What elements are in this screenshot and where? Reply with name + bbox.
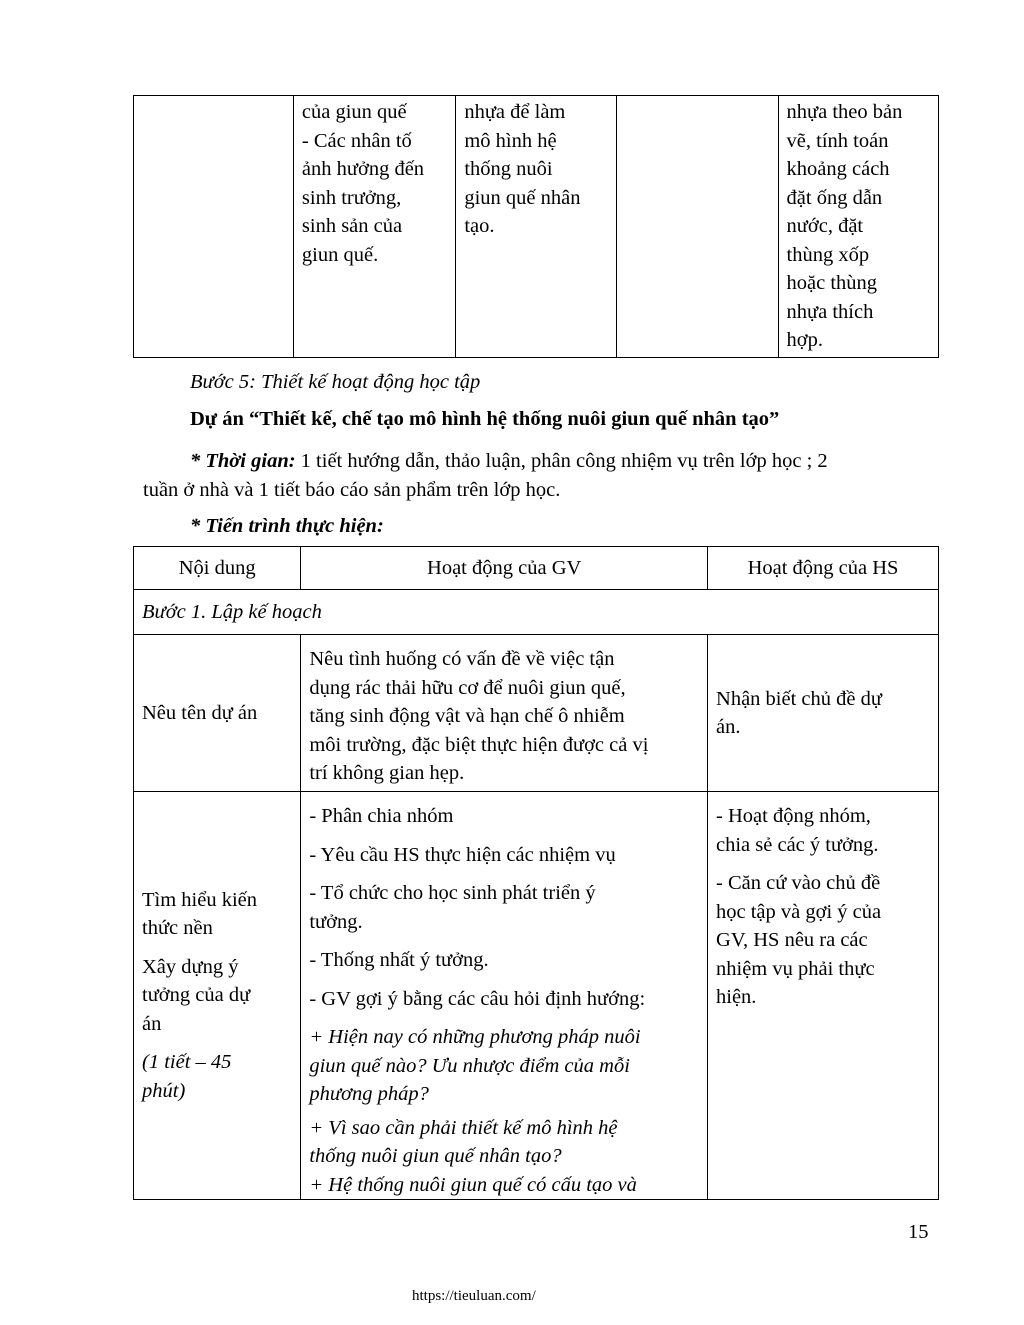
row1-content-text: Nêu tên dự án <box>142 701 258 724</box>
text-line: ảnh hưởng đến <box>301 158 425 180</box>
text-line: hoặc thùng <box>786 272 878 294</box>
top-table-col1 <box>134 96 294 358</box>
text-line: - Hoạt động nhóm, <box>716 805 871 827</box>
project-title: Dự án “Thiết kế, chế tạo mô hình hệ thống nuôi giun quế nhân tạo” <box>190 408 780 430</box>
time-paragraph-cont: tuần ở nhà và 1 tiết báo cáo sản phẩm trên lớp học. <box>143 479 561 501</box>
text-line: khoảng cách <box>786 158 890 180</box>
text-line: thống nuôi <box>464 158 553 180</box>
text-line: hợp. <box>786 329 823 351</box>
text-line: - Thống nhất ý tưởng. <box>309 949 489 971</box>
text-line: học tập và gợi ý của <box>716 900 882 923</box>
header-gv: Hoạt động của GV <box>301 547 708 590</box>
text-line: phút) <box>142 1079 186 1102</box>
row1-hs <box>708 635 939 792</box>
text-line: trí không gian hẹp. <box>309 762 465 784</box>
text-line: của giun quế <box>301 101 407 123</box>
row2-gv <box>301 792 708 1200</box>
text-line: phương pháp? <box>309 1083 429 1105</box>
row2-hs <box>708 792 939 1200</box>
text-line: mô hình hệ <box>464 129 557 152</box>
text-line: sinh sản của <box>301 215 403 237</box>
text-line: nhựa thích <box>786 300 874 323</box>
text-line: Nêu tình huống có vấn đề về việc tận <box>309 648 615 670</box>
text-line: GV, HS nêu ra các <box>716 929 868 951</box>
text-line: - Phân chia nhóm <box>309 805 454 827</box>
step1-cell <box>134 590 939 635</box>
main-table <box>133 546 939 1200</box>
time-text: 1 tiết hướng dẫn, thảo luận, phân công nhiệm vụ trên lớp học ; 2 <box>295 450 828 472</box>
process-label: * Tiến trình thực hiện: <box>190 515 384 537</box>
text-line: giun quế nhân <box>464 186 581 209</box>
text-line: nhựa để làm <box>464 101 566 123</box>
row2-content <box>134 792 301 1200</box>
text-line: nhựa theo bản <box>786 101 903 123</box>
text-line: + Hiện nay có những phương pháp nuôi <box>309 1026 641 1048</box>
text-line: + Vì sao cần phải thiết kế mô hình hệ <box>309 1116 618 1139</box>
text-line: dụng rác thải hữu cơ để nuôi giun quế, <box>309 676 626 699</box>
text-line: nhiệm vụ phải thực <box>716 957 875 980</box>
step5-heading: Bước 5: Thiết kế hoạt động học tập <box>190 371 481 393</box>
text-line: nước, đặt <box>786 215 864 237</box>
page-number: 15 <box>908 1221 929 1243</box>
text-line: tưởng của dự <box>142 984 251 1007</box>
text-line: thống nuôi giun quế nhân tạo? <box>309 1145 562 1167</box>
gv-question-2 <box>309 1114 699 1171</box>
row1-gv <box>301 635 708 792</box>
text-line: - Yêu cầu HS thực hiện các nhiệm vụ <box>309 843 616 866</box>
gv-question-3: + Hệ thống nuôi giun quế có cấu tạo và <box>309 1173 637 1196</box>
text-line: thức nền <box>142 917 213 940</box>
text-line: án. <box>716 716 741 738</box>
text-line: hiện. <box>716 986 757 1008</box>
step1-label: Bước 1. Lập kế hoạch <box>142 600 322 623</box>
top-table-col2 <box>293 96 455 358</box>
text-line: chia sẻ các ý tưởng. <box>716 833 879 856</box>
top-table-col5 <box>778 96 938 358</box>
text-line: - GV gợi ý bằng các câu hỏi định hướng: <box>309 987 646 1010</box>
text-line: sinh trưởng, <box>301 186 402 209</box>
text-line: Xây dựng ý <box>142 955 239 978</box>
text-line: giun quế nào? Ưu nhược điểm của mỗi <box>309 1054 630 1077</box>
top-table-col4 <box>616 96 778 358</box>
text-line: (1 tiết – 45 <box>142 1051 232 1074</box>
header-content: Nội dung <box>134 547 301 590</box>
text-line: - Căn cứ vào chủ đề <box>716 872 881 894</box>
gv-question-1 <box>309 1023 699 1109</box>
text-line: giun quế. <box>301 243 379 266</box>
top-table <box>133 95 939 358</box>
time-paragraph <box>190 447 828 476</box>
text-line: Tìm hiểu kiến <box>142 888 258 911</box>
text-line: đặt ống dẫn <box>786 186 883 209</box>
text-line: tạo. <box>464 215 495 237</box>
text-line: tăng sinh động vật và hạn chế ô nhiễm <box>309 705 625 727</box>
time-label: * Thời gian: <box>190 450 296 472</box>
text-line: vẽ, tính toán <box>786 129 889 152</box>
top-table-col3 <box>456 96 616 358</box>
text-line: Nhận biết chủ đề dự <box>716 687 882 710</box>
footer-url[interactable]: https://tieuluan.com/ <box>412 1288 536 1304</box>
text-line: - Tổ chức cho học sinh phát triển ý tưởng. <box>309 882 596 933</box>
header-hs: Hoạt động của HS <box>708 547 939 590</box>
text-line: thùng xốp <box>786 243 870 266</box>
text-line: - Các nhân tố <box>301 129 412 152</box>
text-line: án <box>142 1012 162 1035</box>
row1-content <box>134 635 301 792</box>
text-line: môi trường, đặc biệt thực hiện được cả vị <box>309 733 649 756</box>
